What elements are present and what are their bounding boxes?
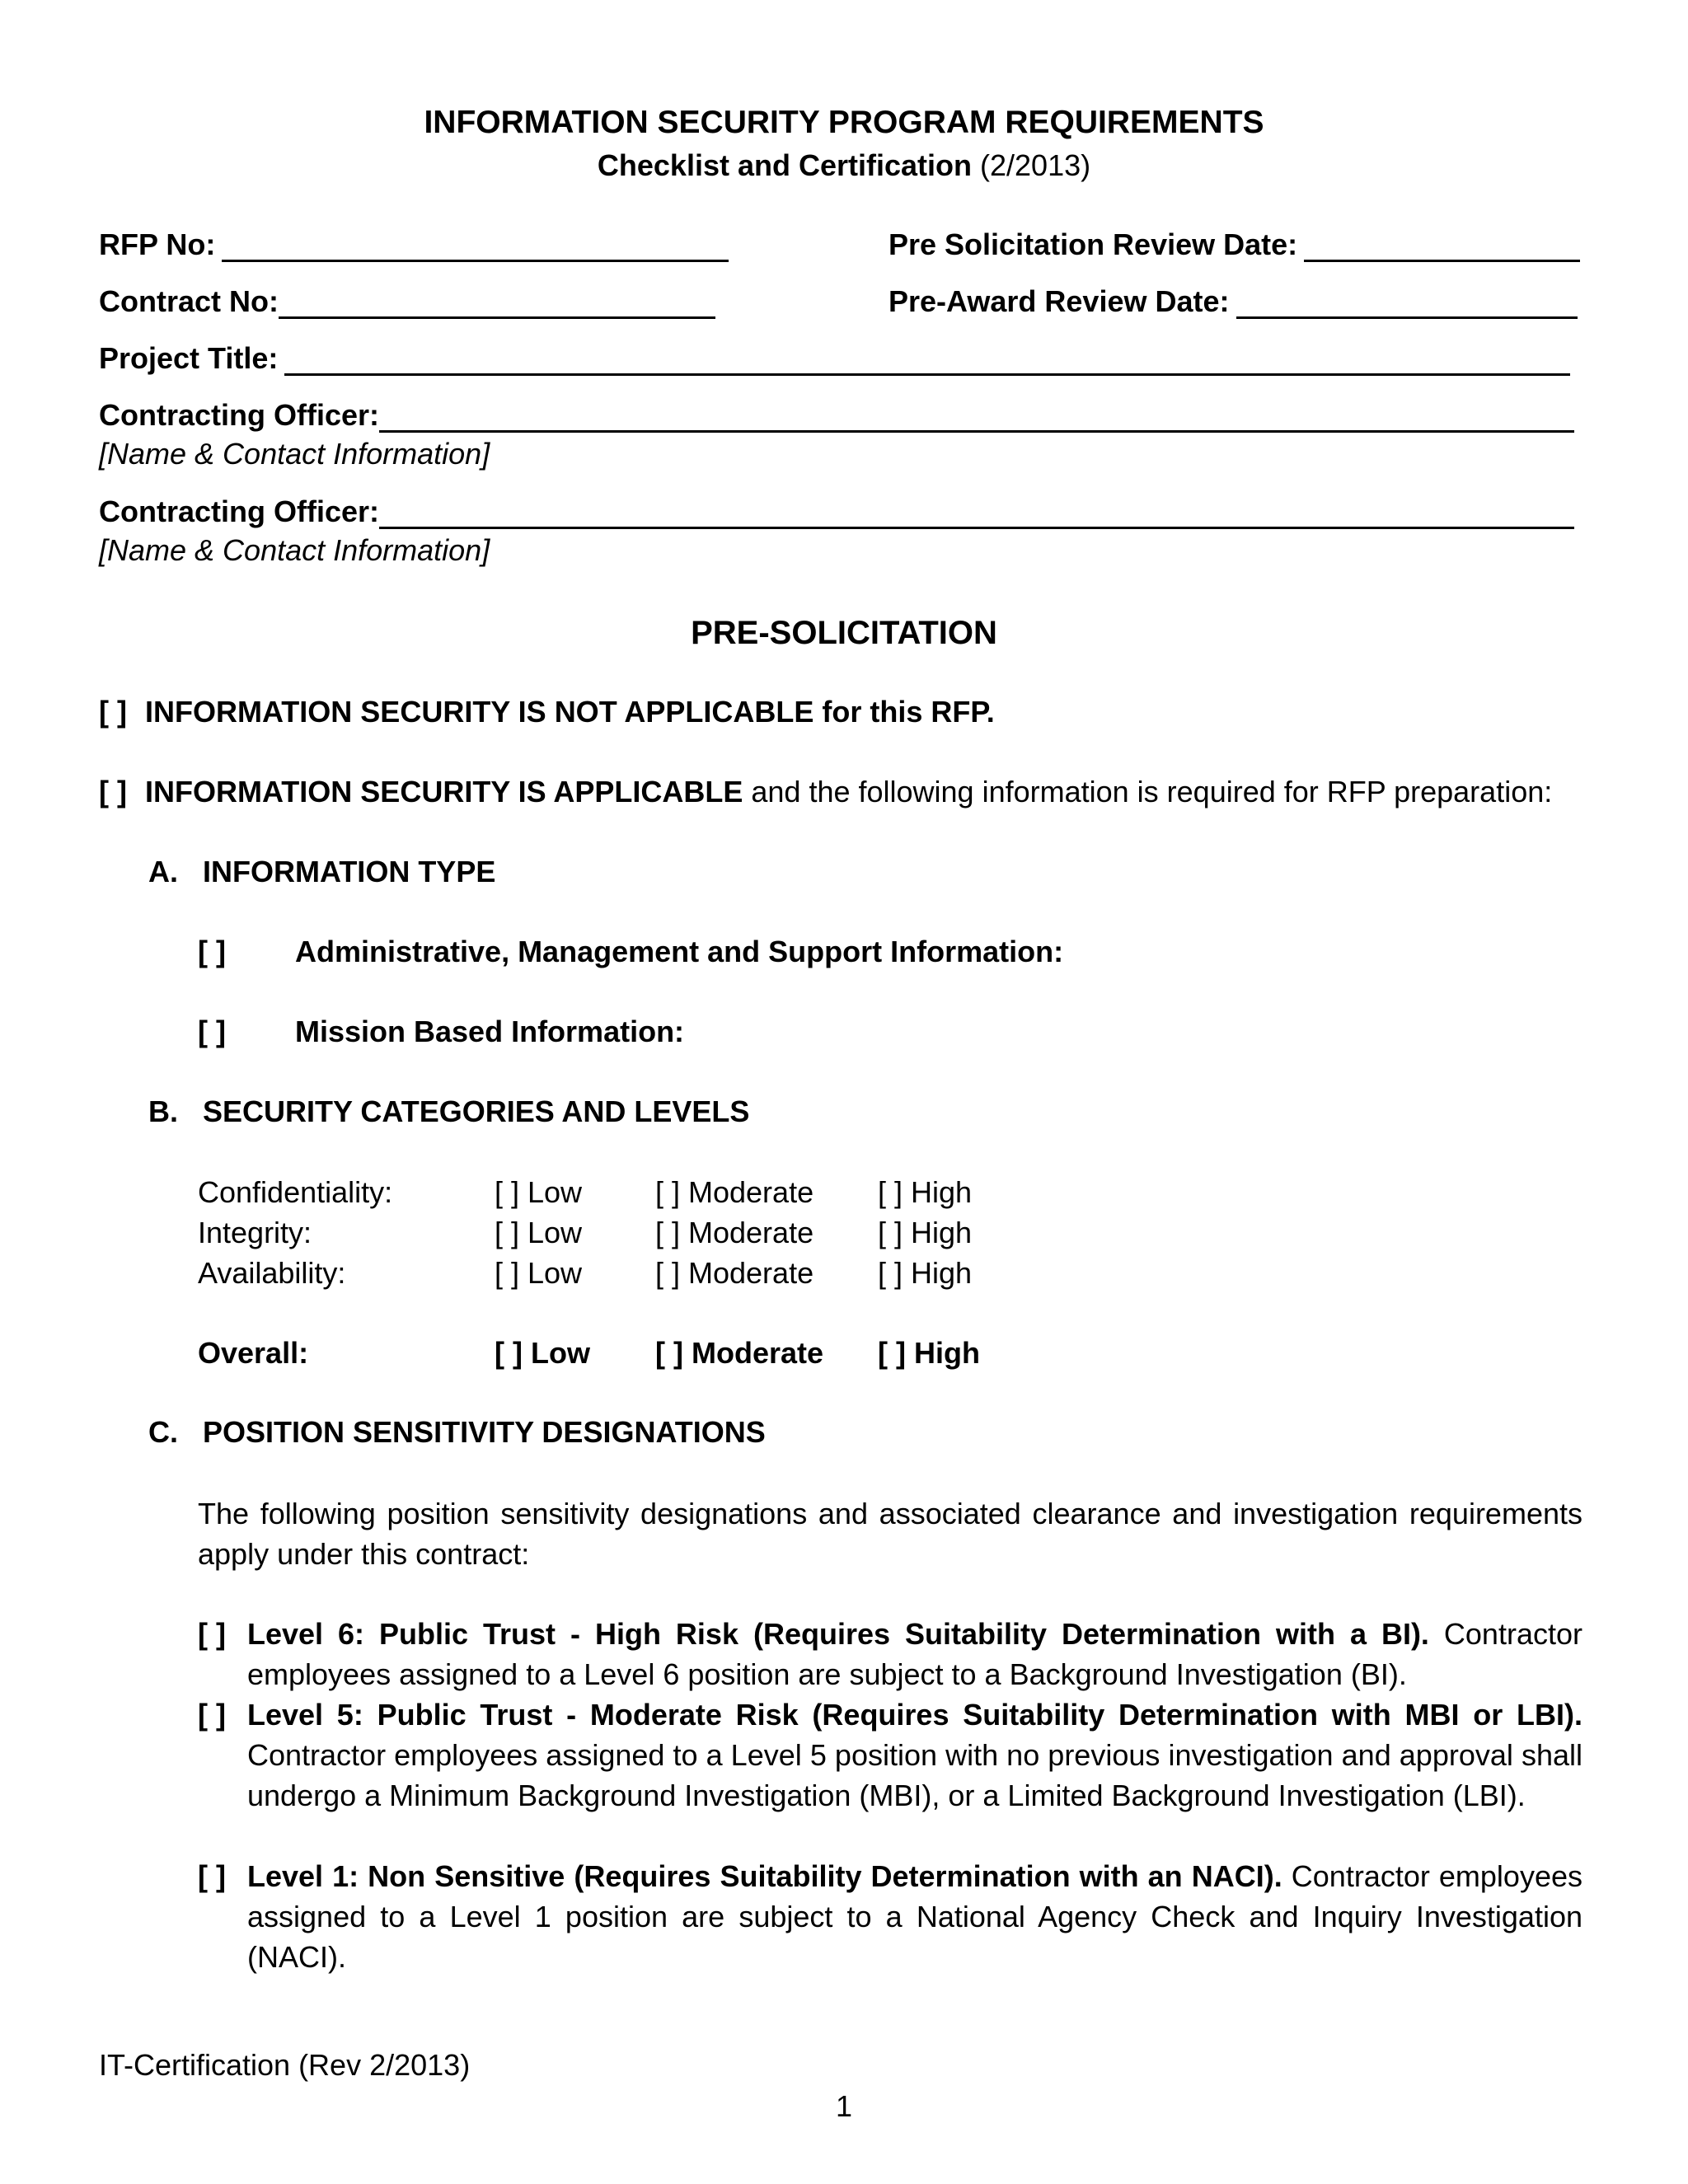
security-row-integrity (198, 1212, 1187, 1253)
level-description: Contractor employees assigned to a Level 1 position are subject to a National Agency Check and Inquiry Investigation (NACI). (247, 1859, 1582, 1974)
low-checkbox[interactable]: [ ] Low (495, 1336, 590, 1370)
security-categories-letter: B. (148, 1094, 178, 1128)
security-categories-table (198, 1172, 1187, 1373)
security-row-name: Availability: (198, 1256, 346, 1290)
level-title: Level 6: Public Trust - High Risk (Requires Suitability Determination with a BI). (247, 1617, 1429, 1651)
security-row-name: Confidentiality: (198, 1175, 393, 1209)
contracting-officer-1-label: Contracting Officer: (99, 398, 380, 432)
moderate-checkbox[interactable]: [ ] Moderate (655, 1256, 814, 1290)
document-subtitle (0, 147, 1688, 185)
moderate-checkbox[interactable]: [ ] Moderate (655, 1336, 824, 1370)
info-type-checkbox[interactable]: [ ] (198, 935, 226, 968)
applicable-label: INFORMATION SECURITY IS APPLICABLE (145, 775, 743, 808)
info-type-option-label: Mission Based Information: (295, 1015, 685, 1048)
pre-award-review-date-label: Pre-Award Review Date: (889, 284, 1230, 318)
position-sensitivity-intro: The following position sensitivity designations and associated clearance and investigation requirements apply under this contract: (198, 1497, 1582, 1571)
contracting-officer-1-blank[interactable] (379, 401, 1574, 433)
contracting-officer-2-note: [Name & Contact Information] (99, 533, 490, 567)
pre-award-review-date-field (889, 284, 1578, 319)
pre-solicitation-review-date-field (889, 227, 1580, 262)
security-row-name: Integrity: (198, 1216, 312, 1249)
low-checkbox[interactable]: [ ] Low (495, 1216, 583, 1249)
info-type-option-label: Administrative, Management and Support Information: (295, 935, 1064, 968)
project-title-field (99, 341, 1570, 376)
not-applicable-checkbox[interactable]: [ ] (99, 695, 127, 729)
security-row-overall (198, 1333, 1187, 1373)
applicable-checkbox[interactable]: [ ] (99, 775, 127, 808)
level-description: Contractor employees assigned to a Level 5 position with no previous investigation and approval shall undergo a Minimum Background Investigation (MBI), or a Limited Background Investigation (LBI). (247, 1738, 1582, 1812)
contracting-officer-2-label: Contracting Officer: (99, 494, 380, 528)
security-categories-title: SECURITY CATEGORIES AND LEVELS (203, 1094, 750, 1128)
contract-no-label: Contract No: (99, 284, 279, 318)
position-sensitivity-title: POSITION SENSITIVITY DESIGNATIONS (203, 1415, 766, 1449)
security-row-confidentiality (198, 1172, 1187, 1212)
section-heading: PRE-SOLICITATION (691, 615, 997, 651)
footer-revision: IT-Certification (Rev 2/2013) (99, 2048, 471, 2082)
not-applicable-label: INFORMATION SECURITY IS NOT APPLICABLE for this RFP. (145, 695, 995, 729)
info-type-letter: A. (148, 855, 178, 888)
rfp-no-label: RFP No: (99, 227, 216, 261)
pre-solicitation-review-date-blank[interactable] (1304, 230, 1580, 262)
security-categories-heading (148, 1092, 749, 1132)
security-row-availability (198, 1253, 1187, 1293)
not-applicable-option (99, 692, 995, 732)
contracting-officer-1-field (99, 398, 1574, 433)
moderate-checkbox[interactable]: [ ] Moderate (655, 1175, 814, 1209)
level-checkbox[interactable]: [ ] (198, 1617, 226, 1651)
level-item (198, 1614, 1582, 1694)
contracting-officer-2-blank[interactable] (379, 497, 1574, 529)
level-description: Contractor employees assigned to a Level 6 position are subject to a Background Investigation (BI). (247, 1617, 1582, 1691)
moderate-checkbox[interactable]: [ ] Moderate (655, 1216, 814, 1249)
pre-award-review-date-blank[interactable] (1236, 287, 1578, 319)
document-title: INFORMATION SECURITY PROGRAM REQUIREMENTS (424, 105, 1264, 140)
level-title: Level 5: Public Trust - Moderate Risk (Requires Suitability Determination with MBI or LBI). (247, 1698, 1582, 1732)
info-type-title: INFORMATION TYPE (203, 855, 496, 888)
position-sensitivity-letter: C. (148, 1415, 178, 1449)
position-sensitivity-heading (148, 1413, 766, 1452)
contract-no-blank[interactable] (279, 287, 715, 319)
contracting-officer-2-field (99, 494, 1574, 529)
high-checkbox[interactable]: [ ] High (878, 1216, 973, 1249)
level-item (198, 1856, 1582, 1977)
rfp-no-blank[interactable] (222, 230, 729, 262)
level-checkbox[interactable]: [ ] (198, 1859, 226, 1893)
level-item (198, 1694, 1582, 1816)
applicable-description: and the following information is required for RFP preparation: (743, 775, 1553, 808)
rfp-no-field (99, 227, 729, 262)
contract-no-field (99, 284, 715, 319)
low-checkbox[interactable]: [ ] Low (495, 1256, 583, 1290)
applicable-option (99, 772, 1552, 812)
high-checkbox[interactable]: [ ] High (878, 1336, 980, 1370)
project-title-label: Project Title: (99, 341, 279, 375)
level-text (198, 1614, 1582, 1694)
high-checkbox[interactable]: [ ] High (878, 1175, 973, 1209)
pre-solicitation-review-date-label: Pre Solicitation Review Date: (889, 227, 1298, 261)
security-row-name: Overall: (198, 1336, 309, 1370)
level-text (198, 1856, 1582, 1977)
level-text (198, 1694, 1582, 1816)
subtitle-date: (2/2013) (980, 148, 1091, 182)
info-type-option (198, 1012, 685, 1052)
page-number: 1 (835, 2089, 853, 2123)
high-checkbox[interactable]: [ ] High (878, 1256, 973, 1290)
project-title-blank[interactable] (284, 344, 1570, 376)
level-checkbox[interactable]: [ ] (198, 1698, 226, 1732)
info-type-checkbox[interactable]: [ ] (198, 1015, 226, 1048)
subtitle-label: Checklist and Certification (597, 148, 972, 182)
low-checkbox[interactable]: [ ] Low (495, 1175, 583, 1209)
contracting-officer-1-note: [Name & Contact Information] (99, 437, 490, 471)
info-type-heading (148, 852, 495, 892)
level-title: Level 1: Non Sensitive (Requires Suitability Determination with an NACI). (247, 1859, 1282, 1893)
info-type-option (198, 932, 1064, 972)
